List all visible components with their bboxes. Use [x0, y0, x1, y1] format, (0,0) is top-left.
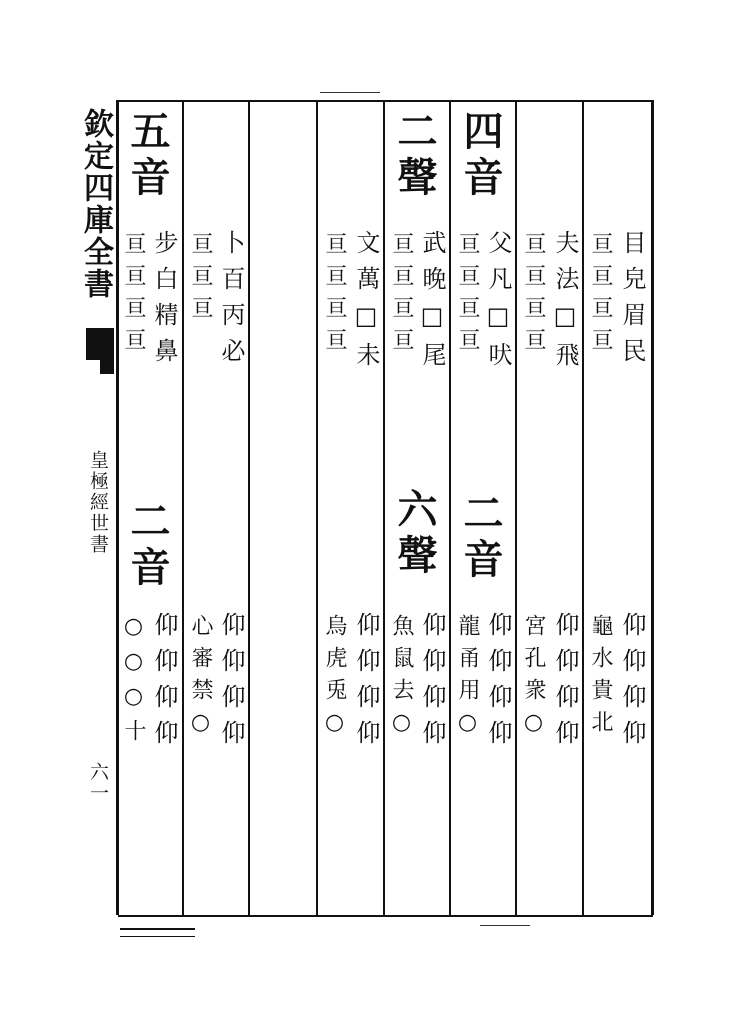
column-lower-line: 龍甬用○	[455, 614, 480, 745]
bottom-border	[118, 915, 653, 917]
column-text-line: 亘亘亘	[188, 232, 213, 328]
margin-fish-tail-mark	[100, 360, 114, 374]
right-border	[651, 100, 654, 915]
column-lower-line: 仰仰仰仰	[484, 612, 512, 756]
column-lower-line: 魚鼠去○	[389, 614, 414, 745]
column-text-line: 亘亘亘亘	[389, 232, 414, 360]
column-divider	[383, 100, 385, 915]
column-text-line: 卜百丙必	[217, 230, 245, 374]
column-divider	[582, 100, 584, 915]
column-heading: 四音	[457, 110, 504, 202]
column-divider	[449, 100, 451, 915]
column-text-line: 夫法□飛	[551, 230, 579, 378]
footer-rule	[120, 936, 195, 937]
column-lower-line: 龜水貴北	[588, 614, 613, 742]
column-lower-line: 仰仰仰仰	[217, 612, 245, 756]
column-lower-line: 烏虎兎○	[322, 614, 347, 745]
page-number: 六一	[87, 762, 109, 804]
scan-speck	[480, 925, 530, 926]
left-border	[116, 100, 119, 915]
column-text-line: 亘亘亘亘	[121, 232, 146, 360]
column-text-line: 亘亘亘亘	[455, 232, 480, 360]
column-lower-line: 仰仰仰仰	[618, 612, 646, 756]
column-lower-line: ○○○十	[121, 614, 146, 751]
column-heading: 五音	[124, 110, 171, 202]
column-divider	[248, 100, 250, 915]
column-lower-line: 仰仰仰仰	[551, 612, 579, 756]
footer-rule	[120, 928, 195, 930]
column-text-line: 父凡□吠	[484, 230, 512, 378]
column-text-line: 步白精鼻	[150, 230, 178, 374]
column-text-line: 文萬□未	[352, 230, 380, 378]
column-text-line: 目皃眉民	[618, 230, 646, 374]
column-lower-line: 仰仰仰仰	[150, 612, 178, 756]
column-text-line: 亘亘亘亘	[588, 232, 613, 360]
column-divider	[316, 100, 318, 915]
column-lower-heading: 六聲	[391, 488, 438, 580]
column-divider	[182, 100, 184, 915]
margin-fish-tail-mark	[86, 328, 114, 360]
column-text-line: 亘亘亘亘	[521, 232, 546, 360]
column-divider	[515, 100, 517, 915]
column-lower-line: 仰仰仰仰	[418, 612, 446, 756]
column-heading: 二聲	[391, 110, 438, 202]
column-text-line: 亘亘亘亘	[322, 232, 347, 360]
scan-speck	[320, 92, 380, 93]
column-lower-heading: 二音	[124, 500, 171, 592]
column-text-line: 武晚□尾	[418, 230, 446, 378]
top-border	[118, 100, 653, 102]
column-lower-line: 仰仰仰仰	[352, 612, 380, 756]
work-title: 皇極經世書	[87, 450, 109, 555]
column-lower-line: 宮孔衆○	[521, 614, 546, 745]
column-lower-line: 心審禁○	[188, 614, 213, 745]
column-lower-heading: 二音	[457, 492, 504, 584]
book-title: 欽定四庫全書	[78, 108, 113, 300]
